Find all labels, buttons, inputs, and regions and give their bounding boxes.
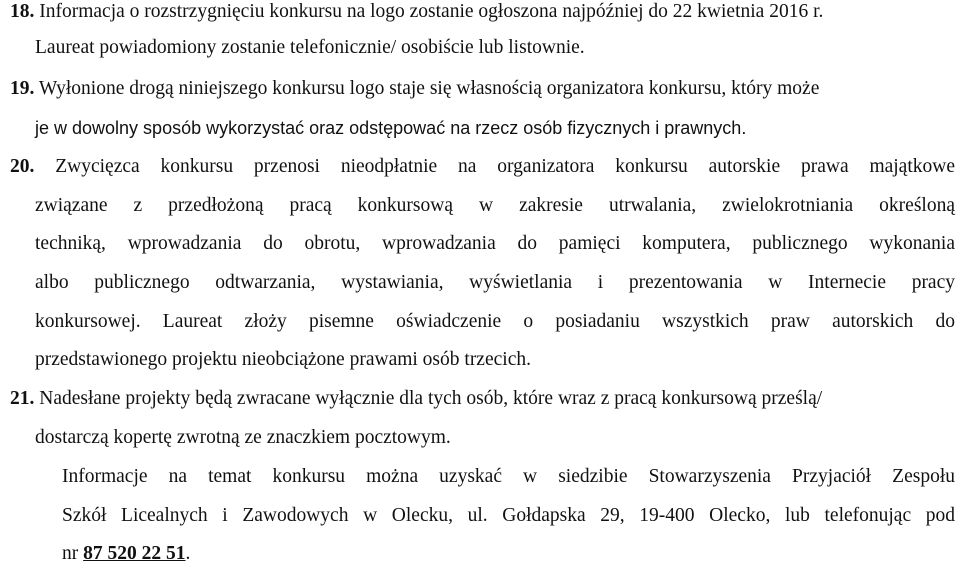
item-19-line-1 (10, 77, 819, 101)
info-line-1: Informacje na temat konkursu można uzyskać w siedzibie Stowarzyszenia Przyjaciół Zespołu (62, 466, 955, 487)
item-21-line-1 (10, 387, 822, 411)
item-19-number: 19. (10, 78, 35, 99)
item-18-line-2: Laureat powiadomiony zostanie telefonicznie/ osobiście lub listownie. (35, 37, 585, 58)
item-21-text-1: Nadesłane projekty będą zwracane wyłącznie dla tych osób, które wraz z pracą konkursową prześlą/ (39, 388, 823, 409)
info-line-2: Szkół Licealnych i Zawodowych w Olecku, ul. Gołdapska 29, 19-400 Olecko, lub telefonując pod (62, 505, 955, 526)
item-20-number: 20. (10, 156, 35, 177)
item-21-number: 21. (10, 388, 35, 409)
item-18-text-1: Informacja o rozstrzygnięciu konkursu na logo zostanie ogłoszona najpóźniej do 22 kwietnia 2016 r. (39, 1, 824, 22)
item-19-line-2: je w dowolny sposób wykorzystać oraz odstępować na rzecz osób fizycznych i prawnych. (35, 118, 747, 138)
item-20-line-1 (10, 155, 955, 179)
item-21-line-2: dostarczą kopertę zwrotną ze znaczkiem pocztowym. (35, 427, 451, 448)
phone-number: 87 520 22 51 (83, 543, 186, 564)
item-20-line-3: techniką, wprowadzania do obrotu, wprowadzania do pamięci komputera, publicznego wykonania (35, 233, 955, 254)
item-19-text-1: Wyłonione drogą niniejszego konkursu logo staje się własnością organizatora konkursu, który może (38, 78, 820, 99)
item-20-line-5: konkursowej. Laureat złoży pisemne oświadczenie o posiadaniu wszystkich praw autorskich do (35, 311, 955, 332)
item-20-line-6: przedstawionego projektu nieobciążone prawami osób trzecich. (35, 349, 531, 370)
item-18-number: 18. (10, 1, 35, 22)
item-20-line-2: związane z przedłożoną pracą konkursową w zakresie utrwalania, zwielokrotniania określoną (35, 195, 955, 216)
info-nr-prefix: nr (62, 543, 79, 564)
info-period: . (185, 543, 191, 564)
item-20-text-1: Zwycięzca konkursu przenosi nieodpłatnie na organizatora konkursu autorskie prawa majątkowe (55, 156, 955, 177)
info-line-3 (62, 542, 190, 566)
item-20-line-4: albo publicznego odtwarzania, wystawiania, wyświetlania i prezentowania w Internecie pracy (35, 272, 955, 293)
item-18-line-1 (10, 0, 823, 24)
